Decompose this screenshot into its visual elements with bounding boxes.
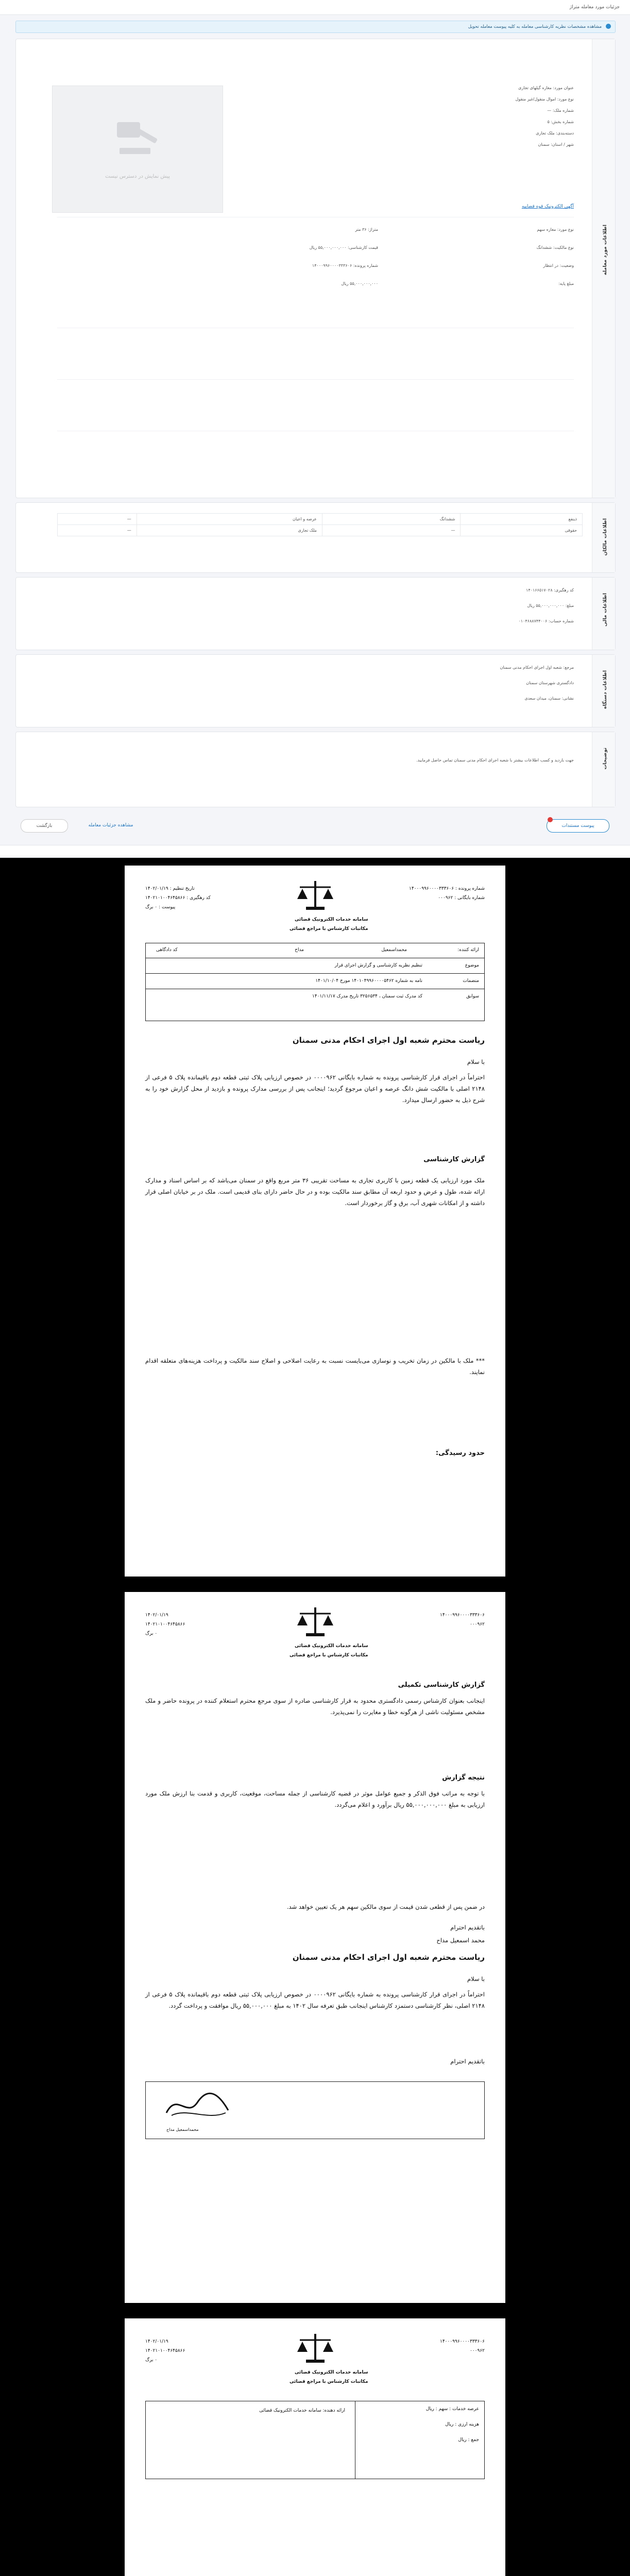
attach-row-label: منضمات [463, 978, 479, 984]
top-bar [0, 0, 630, 15]
owners-card [15, 502, 616, 573]
asset-field-3: شماره ملک: — [547, 108, 574, 113]
fin-field-2: مبلغ: ۵۵,۰۰۰,۰۰۰,۰۰۰ ریال [527, 603, 574, 608]
asset-field-2: نوع مورد: اموال منقول/غیر منقول [515, 97, 574, 101]
footer-strip [0, 845, 630, 856]
agency-card [15, 654, 616, 727]
doc-date: ۱۴۰۲/۰۱/۱۹ [145, 2339, 168, 2344]
archive-no: ۰۰۰۹۶۲ [469, 2348, 485, 2353]
asset-field-5: دسته‌بندی: ملک تجاری [536, 131, 574, 135]
fee-receiver: عرصه خدمات : سهم : ریال [425, 2406, 479, 2412]
alert-text: مشاهده مشخصات نظریه کارشناسی معامله به کلیه پیوست معامله تحویل [468, 24, 602, 29]
org-line-2: مکاتبات کارشناس با مراجع قضائی [290, 926, 368, 931]
table-cell: ملک تجاری [137, 525, 322, 536]
notes-title: توضیحات [602, 748, 608, 770]
para-6: در ضمن پس از قطعی شدن قیمت از سوی مالکین سهم هر یک تعیین خواهد شد. [286, 1903, 485, 1910]
agency-field-2: دادگستری شهرستان سمنان [526, 681, 574, 685]
fee-total: جمع : ریال [458, 2437, 479, 2443]
price-label: مبلغ پایه: [558, 281, 574, 286]
detail-4: قیمت کارشناسی: ۵۵,۰۰۰,۰۰۰,۰۰۰ ریال [309, 245, 378, 250]
financial-side [592, 578, 615, 650]
expert-family: مداح [295, 947, 304, 953]
agency-title: اطلاعات دستگاه [602, 670, 608, 709]
attach [145, 905, 175, 910]
fin-field-1: کد رهگیری: ۱۴۰۱۶۶۵۱۷۰۲۸ [526, 588, 574, 592]
owners-side [592, 503, 615, 572]
detail-1: نوع مورد: مغازه سهم [537, 227, 574, 232]
tracking-value: ۱۴۰۲۱۰۱۰۰۴۶۴۵۸۶۶ [145, 895, 185, 901]
scales-emblem-icon [295, 876, 336, 912]
case-no [409, 886, 485, 891]
para-3: *** ملک با مالکین در زمان تخریب و نوسازی می‌بایست نسبت به رعایت اصلاحی و اصلاح سند مالکیت و پرداخت هزینه‌های متعلقه اقدام نمایند. [145, 1357, 485, 1376]
ref: کد مدرک ثبت سمنان ، ۳۲۵۶۵۳۴ تاریخ مدرک ۱۴۰۱/۱۱/۱۷ [312, 994, 422, 999]
rule [146, 973, 484, 974]
fee-code: هزینه ارزی : ریال [445, 2422, 479, 2427]
case-no-value: ۱۴۰۰۰۹۹۶۰۰۰۰۳۳۳۶۰۶ [409, 886, 454, 891]
image-placeholder [52, 86, 223, 213]
view-details-button[interactable]: مشاهده جزئیات معامله [88, 823, 133, 828]
attach: ۰ برگ [145, 2358, 158, 2363]
asset-info-side [592, 39, 615, 498]
fee-table [145, 2401, 485, 2479]
agency-field-3: نشانی: سمنان، میدان سعدی [524, 696, 574, 701]
doc-title-2: ریاست محترم شعبه اول اجرای احکام مدنی سمنان [292, 1953, 485, 1962]
tracking-label: کد رهگیری : [186, 895, 211, 901]
sub-4: نتیجه گزارش [442, 1774, 485, 1782]
asset-info-title: اطلاعات مورد معامله [602, 225, 608, 276]
attachments-button[interactable]: پیوست مستندات [547, 819, 609, 833]
archive-no [438, 895, 485, 901]
info-alert [15, 21, 616, 33]
attach-row: نامه به شماره ۱۴۰۱۰۴۹۹۶۰۰۰۰۵۴۶۲ مورخ ۱۴۰۱/۱۰/۰۴ [315, 978, 422, 984]
breadcrumb[interactable]: جزئیات مورد معامله متراژ [569, 5, 620, 10]
case-no: ۱۴۰۰۰۹۹۶۰۰۰۰۳۳۳۶۰۶ [439, 2339, 485, 2344]
tracking: ۱۴۰۲۱۰۱۰۰۴۶۴۵۸۶۶ [145, 1622, 185, 1627]
doc-date: ۱۴۰۲/۰۱/۱۹ [145, 1613, 168, 1618]
ad-link[interactable]: آگهی الکترونیک قوه قضاییه [521, 204, 574, 209]
doc-date [145, 886, 195, 891]
expert-code-label: کد دادگاهی [156, 947, 178, 953]
attach-label: پیوست : [159, 905, 176, 910]
sub-2: حدود رسیدگی: [435, 1449, 485, 1457]
greeting-2: با سلام [467, 1975, 485, 1982]
sub-3: گزارش کارشناسی تکمیلی [398, 1681, 485, 1689]
table-cell: — [322, 525, 461, 536]
table-cell: — [58, 525, 137, 536]
back-button[interactable]: بازگشت [21, 819, 68, 833]
archive-label: شماره بایگانی : [454, 895, 485, 901]
scales-emblem-icon [295, 2329, 336, 2365]
detail-6: شماره پرونده: ۱۴۰۰۰۹۹۶۰۰۰۰۳۳۳۶۰۶ [312, 263, 378, 268]
para-1: احتراماً در اجرای قرار کارشناسی پرونده به شماره بایگانی ۰۰۰۰۹۶۲ در خصوص ارزیابی پلاک ثبتی قطعه دوم باقیمانده پلاک ۵ فرعی از ۲۱۴۸ اصلی با مالکیت شش دانگ عرصه و اعیان مرجوع گردید؛ اینجانب پس از بررسی مدارک پرونده و بازدید از محل گزارش خود را به شرح ذیل به حضور ارسال میدارد. [145, 1074, 485, 1104]
ref-label: سوابق [466, 994, 479, 999]
table-cell: حقوقی [461, 525, 583, 536]
subject-label: موضوع [465, 963, 479, 968]
org-line-1: سامانه خدمات الکترونیک قضائی [295, 1643, 368, 1649]
attach: ۰ برگ [145, 1631, 158, 1636]
detail-5: وضعیت: در انتظار [543, 263, 574, 268]
org-line-1: سامانه خدمات الکترونیک قضائی [295, 2370, 368, 2375]
asset-field-4: شماره بخش: ۵ [547, 120, 574, 124]
sub-1: گزارش کارشناسی [423, 1156, 485, 1163]
doc-title: ریاست محترم شعبه اول اجرای احکام مدنی سمنان [292, 1036, 485, 1045]
para-2: ملک مورد ارزیابی یک قطعه زمین با کاربری تجاری به مساحت تقریبی ۳۶ متر مربع واقع در سمنان می‌باشد که بر اساس اسناد و مدارک ارائه شده، طول و عرض و حدود اربعه آن مطابق سند مالکیت بوده و در حال حاضر دارای بنای قدیمی است. ملک در بر خیابان اصلی قرار داشته و از امکانات شهری آب، برق و گاز برخوردار است. [145, 1177, 485, 1207]
attach-value: ۰ برگ [145, 905, 158, 910]
archive-value: ۰۰۰۹۶۲ [438, 895, 453, 901]
scales-emblem-icon [295, 1602, 336, 1638]
case-no-label: شماره پرونده : [455, 886, 485, 891]
org-line-2: مکاتبات کارشناس با مراجع قضائی [290, 1653, 368, 1658]
table-cell: عرصه و اعیان [137, 514, 322, 525]
fin-field-3: شماره حساب: ۰۱۰۴۶۸۸۷۴۴۰۰۶ [518, 619, 574, 623]
gavel-icon [114, 117, 161, 158]
asset-field-6: شهر / استان: سمنان [538, 142, 574, 147]
asset-info-card [15, 39, 616, 498]
table-cell: — [58, 514, 137, 525]
para-7: احتراماً در اجرای قرار کارشناسی پرونده به شماره بایگانی ۰۰۰۰۹۶۲ در خصوص ارزیابی پلاک ثبتی قطعه دوم باقیمانده پلاک ۵ فرعی از ۲۱۴۸ اصلی، نظر کارشناسی دستمزد کارشناس اینجانب طبق تعرفه سال ۱۴۰۲ به مبلغ ۵۵,۰۰۰,۰۰۰ ریال موافقت و پرداخت گردد. [145, 1991, 485, 2009]
detail-3: نوع مالکیت: ششدانگ [536, 245, 574, 250]
price-value: ۵۵,۰۰۰,۰۰۰,۰۰۰ ریال [341, 281, 378, 286]
org-line-2: مکاتبات کارشناس با مراجع قضائی [290, 2379, 368, 2384]
expert-label: ارائه کننده: [457, 947, 479, 953]
para-4: اینجانب بعنوان کارشناس رسمی دادگستری محدود به قرار کارشناسی صادره از سوی مرجع محترم استعلام کننده در پرونده حاضر و ملک مشخص مسئولیت ناشی از هرگونه خطا و مغایرت را نمی‌پذیرد. [145, 1697, 485, 1716]
owners-table [57, 513, 583, 536]
subject: تنظیم نظریه کارشناسی و گزارش اجرای قرار [334, 963, 422, 968]
regards-2: باتقدیم احترام [450, 2058, 485, 2065]
regards: باتقدیم احترام [450, 1924, 485, 1931]
table-cell: ذینفع [461, 514, 583, 525]
tracking: ۱۴۰۲۱۰۱۰۰۴۶۴۵۸۶۶ [145, 2348, 185, 2353]
case-no: ۱۴۰۰۰۹۹۶۰۰۰۰۳۳۳۶۰۶ [439, 1613, 485, 1618]
expert-name: محمداسمعیل [381, 947, 407, 953]
info-icon [606, 24, 611, 29]
table-row [58, 525, 583, 536]
greeting: با سلام [467, 1058, 485, 1065]
table-cell: ششدانگ [322, 514, 461, 525]
financial-title: اطلاعات مالی [602, 593, 608, 626]
sig-caption: محمداسمعیل مداح [166, 2127, 199, 2132]
notes-card [15, 732, 616, 807]
image-caption: پیش نمایش در دسترس نیست [105, 174, 170, 179]
date-value: ۱۴۰۲/۰۱/۱۹ [145, 886, 168, 891]
divider-3 [57, 379, 574, 380]
signature-image [161, 2087, 233, 2123]
org-line-1: سامانه خدمات الکترونیک قضائی [295, 917, 368, 922]
financial-card [15, 577, 616, 650]
badge [548, 817, 553, 822]
signature-box [145, 2081, 485, 2139]
table-row [58, 514, 583, 525]
detail-2: متراژ: ۳۶ متر [355, 227, 378, 232]
document-page-3 [125, 2318, 505, 2576]
date-label: تاریخ تنظیم : [169, 886, 195, 891]
fee-note: ارائه دهنده: سامانه خدمات الکترونیک قضائی [259, 2408, 345, 2413]
info-table [145, 943, 485, 1021]
signer: محمد اسمعیل مداح [436, 1937, 485, 1944]
asset-field-1: عنوان مورد: مغازه گیلهای تجاری [518, 86, 574, 90]
agency-side [592, 655, 615, 727]
agency-field-1: مرجع: شعبه اول اجرای احکام مدنی سمنان [500, 665, 574, 670]
owners-title: اطلاعات مالکان [602, 518, 608, 556]
document-page-1 [125, 866, 505, 1577]
document-page-2 [125, 1592, 505, 2303]
notes-text: جهت بازدید و کسب اطلاعات بیشتر با شعبه اجرای احکام مدنی سمنان تماس حاصل فرمایید. [416, 758, 574, 762]
notes-side [592, 732, 615, 807]
archive-no: ۰۰۰۹۶۲ [469, 1622, 485, 1627]
tracking [145, 895, 211, 901]
para-5: با توجه به مراتب فوق الذکر و جمیع عوامل موثر در قضیه کارشناسی از جمله مساحت، موقعیت، کاربری و قدمت بنا ارزش ملک مورد ارزیابی به مبلغ ۵۵,۰۰۰,۰۰۰,۰۰۰ ریال برآورد و اعلام می‌گردد. [145, 1790, 485, 1808]
